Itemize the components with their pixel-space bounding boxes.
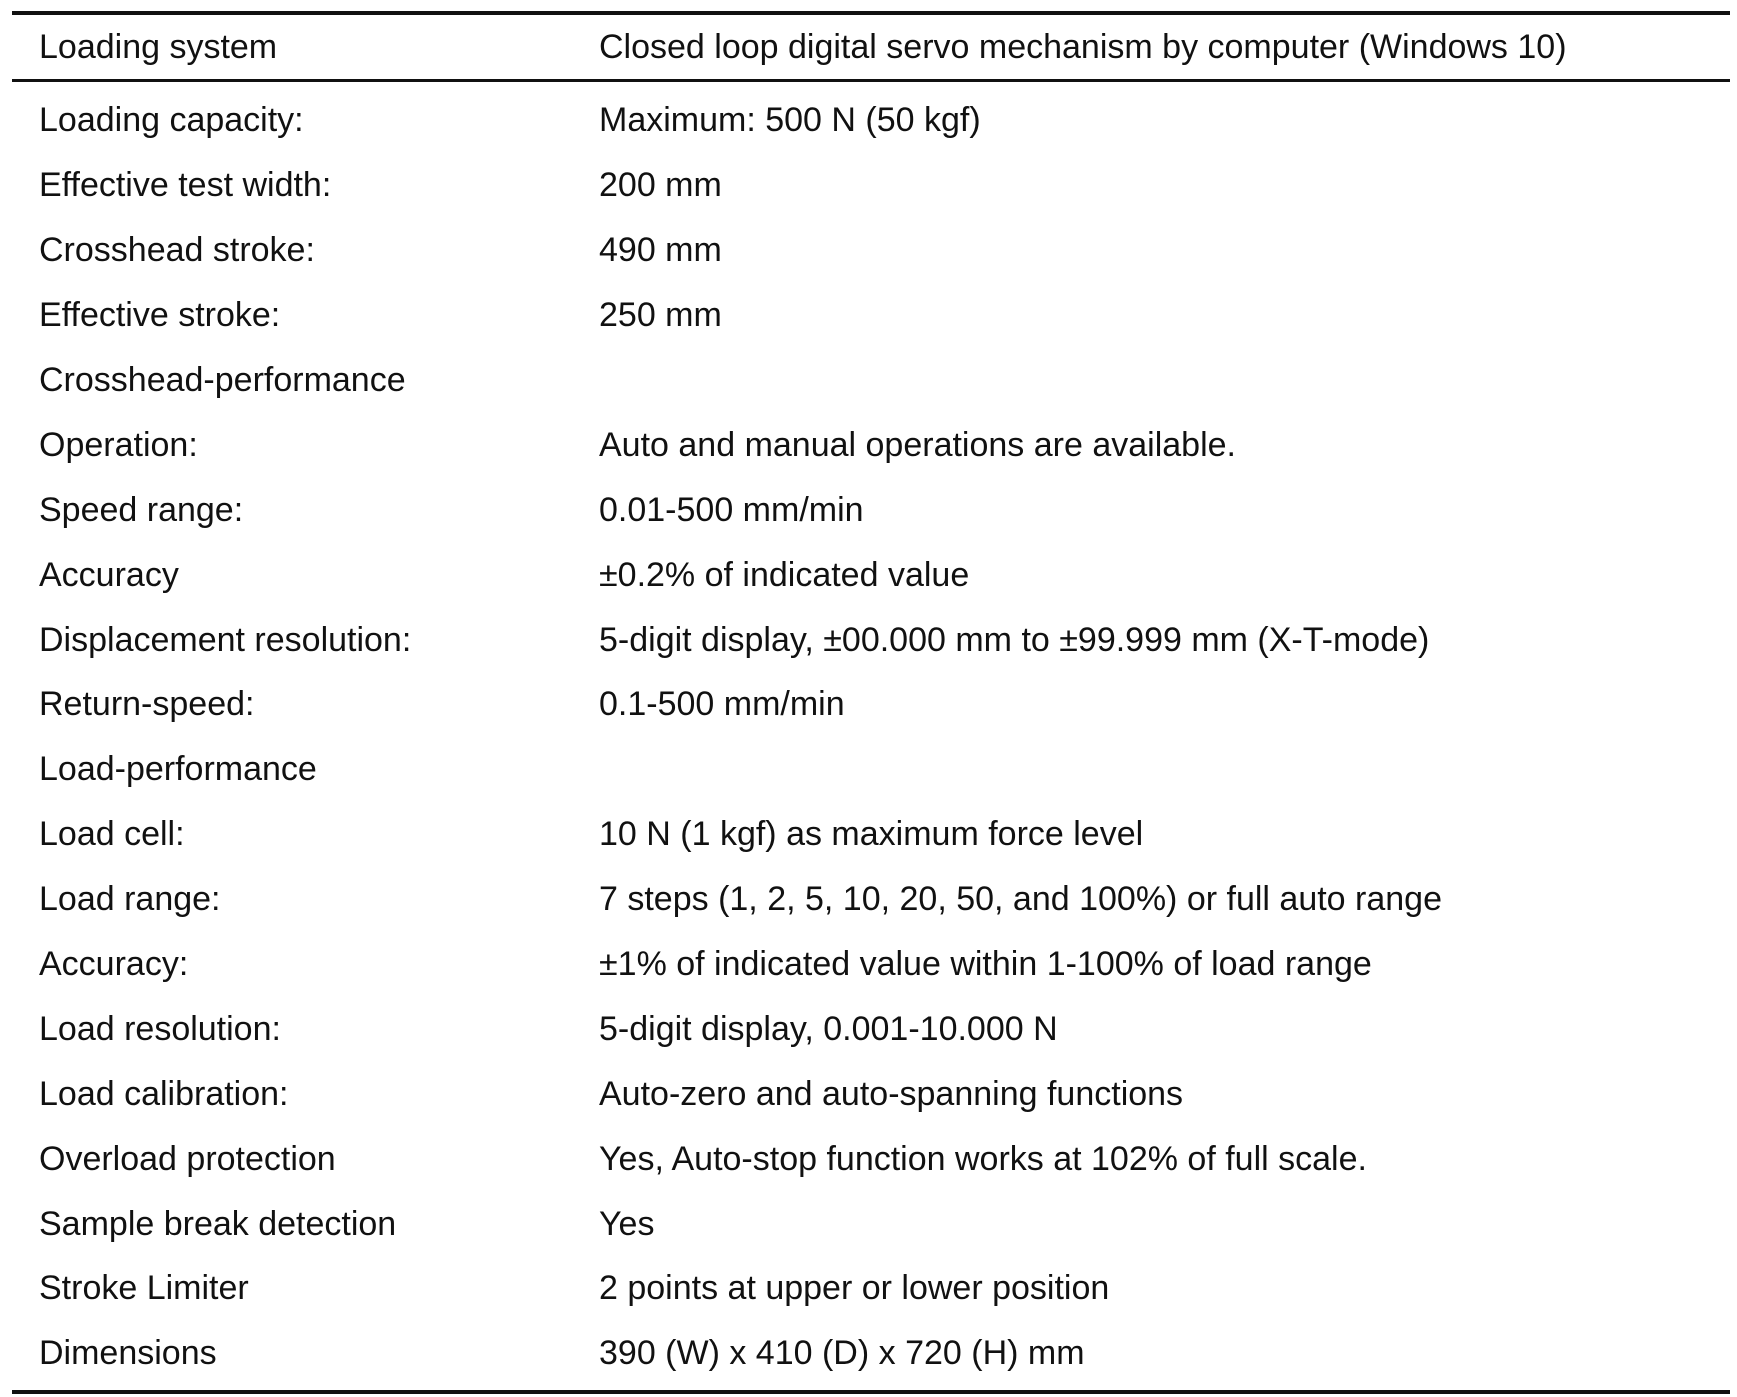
spec-table [12, 11, 1730, 1394]
row-value: ±0.2% of indicated value [599, 555, 970, 594]
row-label: Return-speed: [39, 685, 255, 724]
table-row [12, 1126, 1730, 1191]
table-row [12, 218, 1730, 283]
row-value: ±1% of indicated value within 1-100% of load range [599, 945, 1372, 984]
row-value: 390 (W) x 410 (D) x 720 (H) mm [599, 1334, 1085, 1373]
row-label: Displacement resolution: [39, 620, 412, 659]
row-label: Crosshead stroke: [39, 231, 315, 270]
row-value: Yes, Auto-stop function works at 102% of full scale. [599, 1139, 1367, 1178]
row-label: Load-performance [39, 750, 317, 789]
row-label: Load range: [39, 880, 221, 919]
table-row [12, 348, 1730, 413]
row-value: 10 N (1 kgf) as maximum force level [599, 815, 1144, 854]
row-value: Auto-zero and auto-spanning functions [599, 1074, 1184, 1113]
row-label: Stroke Limiter [39, 1269, 249, 1308]
row-value: 490 mm [599, 231, 722, 270]
header-label: Loading system [39, 28, 278, 66]
table-row [12, 1061, 1730, 1126]
table-body [12, 82, 1730, 1390]
table-row [12, 867, 1730, 932]
table-header-row [12, 15, 1730, 79]
table-row [12, 802, 1730, 867]
table-row [12, 1256, 1730, 1321]
row-label: Operation: [39, 425, 198, 464]
row-value: Auto and manual operations are available. [599, 425, 1236, 464]
row-label: Dimensions [39, 1334, 217, 1373]
row-label: Load cell: [39, 815, 185, 854]
row-label: Overload protection [39, 1139, 336, 1178]
table-row [12, 607, 1730, 672]
row-label: Loading capacity: [39, 101, 304, 140]
row-label: Effective test width: [39, 166, 332, 205]
row-label: Load calibration: [39, 1074, 289, 1113]
row-value: Maximum: 500 N (50 kgf) [599, 101, 981, 140]
row-value: 7 steps (1, 2, 5, 10, 20, 50, and 100%) or full auto range [599, 880, 1442, 919]
row-label: Accuracy: [39, 945, 189, 984]
row-label: Speed range: [39, 490, 244, 529]
row-label: Load resolution: [39, 1009, 281, 1048]
table-row [12, 672, 1730, 737]
table-row [12, 88, 1730, 153]
row-value: 0.01-500 mm/min [599, 490, 864, 529]
table-row [12, 153, 1730, 218]
table-row [12, 1321, 1730, 1386]
row-value: 2 points at upper or lower position [599, 1269, 1110, 1308]
header-value: Closed loop digital servo mechanism by computer (Windows 10) [599, 28, 1567, 66]
row-label: Sample break detection [39, 1204, 397, 1243]
row-label: Effective stroke: [39, 296, 281, 335]
row-value: 5-digit display, ±00.000 mm to ±99.999 mm (X-T-mode) [599, 620, 1430, 659]
table-row [12, 737, 1730, 802]
table-bottom-rule [12, 1390, 1730, 1394]
row-value: 5-digit display, 0.001-10.000 N [599, 1009, 1058, 1048]
row-value: 250 mm [599, 296, 722, 335]
table-row [12, 996, 1730, 1061]
table-row [12, 283, 1730, 348]
table-row [12, 932, 1730, 997]
row-value: Yes [599, 1204, 655, 1243]
row-value: 200 mm [599, 166, 722, 205]
table-row [12, 1191, 1730, 1256]
table-row [12, 412, 1730, 477]
table-row [12, 477, 1730, 542]
row-label: Accuracy [39, 555, 179, 594]
row-label: Crosshead-performance [39, 361, 406, 399]
table-row [12, 542, 1730, 607]
row-value: 0.1-500 mm/min [599, 685, 845, 724]
